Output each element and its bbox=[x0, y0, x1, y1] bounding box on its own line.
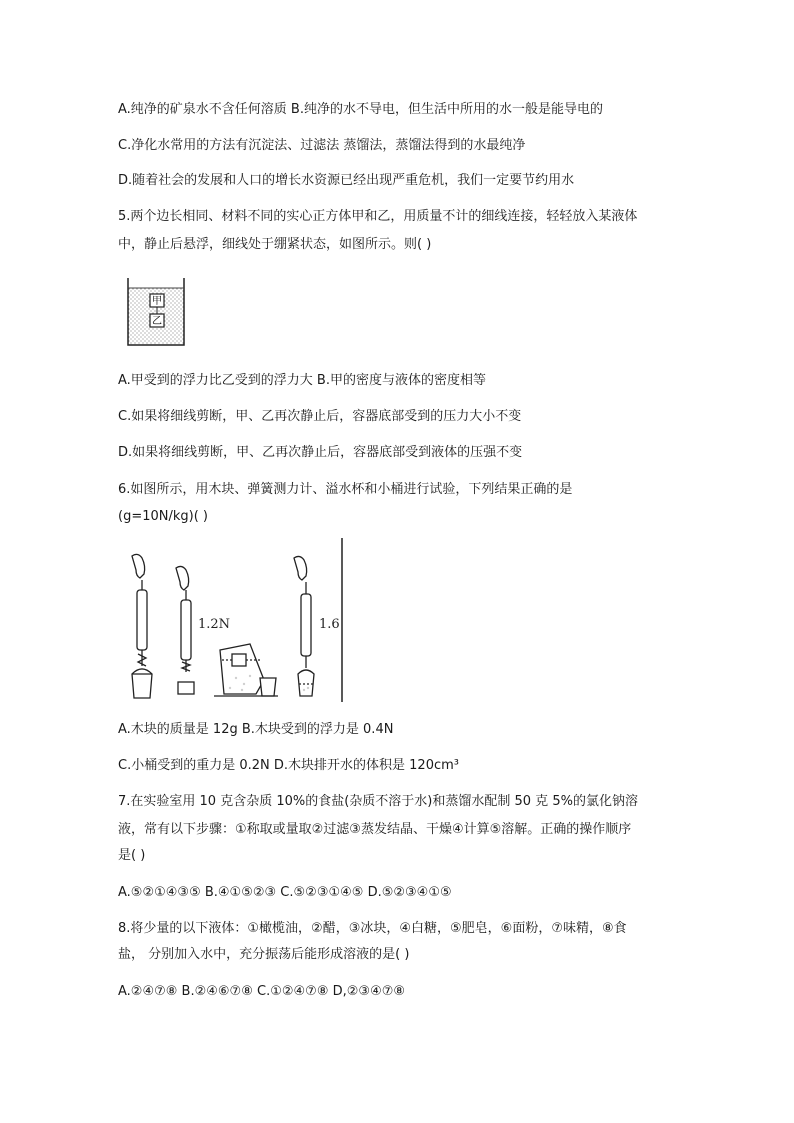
q5-options-ab: A.甲受到的浮力比乙受到的浮力大 B.甲的密度与液体的密度相等 bbox=[118, 373, 486, 388]
q7-options: A.⑤②①④③⑤ B.④①⑤②③ C.⑤②③①④⑤ D.⑤②③④①⑤ bbox=[118, 885, 452, 900]
q6-figure bbox=[118, 538, 350, 706]
spring-scale-3 bbox=[301, 594, 311, 656]
wooden-block bbox=[178, 682, 194, 694]
scale-reading-1: 1.2N bbox=[198, 617, 231, 632]
q6-stem-line-1: 6.如图所示，用木块、弹簧测力计、溢水杯和小桶进行试验，下列结果正确的是 bbox=[118, 482, 573, 497]
q4-option-d: D.随着社会的发展和人口的增长水资源已经出现严重危机，我们一定要节约用水 bbox=[118, 173, 575, 188]
q5-figure bbox=[124, 276, 188, 348]
block-yi-label: 乙 bbox=[152, 316, 162, 327]
bucket-3 bbox=[298, 670, 314, 696]
hand-2 bbox=[176, 566, 189, 590]
bucket-1 bbox=[132, 669, 152, 698]
small-cup bbox=[260, 678, 276, 696]
q6-stem-line-2: (g=10N/kg)( ) bbox=[118, 509, 208, 524]
hand-1 bbox=[132, 554, 145, 578]
q5-stem-line-2: 中，静止后悬浮，细线处于绷紧状态，如图所示。则( ) bbox=[118, 237, 432, 252]
floating-block bbox=[232, 654, 246, 666]
q8-stem-line-2: 盐， 分别加入水中，充分振荡后能形成溶液的是( ) bbox=[118, 947, 410, 962]
q7-stem-line-2: 液，常有以下步骤：①称取或量取②过滤③蒸发结晶、干燥④计算⑤溶解。正确的操作顺序 bbox=[118, 822, 632, 837]
overflow-cup bbox=[220, 644, 264, 694]
hand-3 bbox=[294, 556, 307, 580]
q5-option-d: D.如果将细线剪断，甲、乙再次静止后，容器底部受到液体的压强不变 bbox=[118, 445, 523, 460]
q7-stem-line-1: 7.在实验室用 10 克含杂质 10%的食盐(杂质不溶于水)和蒸馏水配制 50 克 5%的氯化钠溶 bbox=[118, 794, 638, 809]
block-jia-label: 甲 bbox=[152, 296, 162, 307]
q6-options-cd: C.小桶受到的重力是 0.2N D.木块排开水的体积是 120cm³ bbox=[118, 758, 459, 773]
q8-stem-line-1: 8.将少量的以下液体：①橄榄油，②醋，③冰块，④白糖，⑤肥皂，⑥面粉，⑦味精，⑧食 bbox=[118, 921, 627, 936]
spring-scale-1 bbox=[137, 590, 147, 650]
q4-options-ab: A.纯净的矿泉水不含任何溶质 B.纯净的水不导电，但生活中所用的水一般是能导电的 bbox=[118, 102, 603, 117]
q6-options-ab: A.木块的质量是 12g B.木块受到的浮力是 0.4N bbox=[118, 722, 394, 737]
spring-scale-2 bbox=[181, 600, 191, 660]
scale-reading-2: 1.6 bbox=[319, 617, 340, 632]
q5-stem-line-1: 5.两个边长相同、材料不同的实心正方体甲和乙，用质量不计的细线连接，轻轻放入某液体 bbox=[118, 209, 638, 224]
q4-option-c: C.净化水常用的方法有沉淀法、过滤法 蒸馏法，蒸馏法得到的水最纯净 bbox=[118, 138, 526, 153]
q5-option-c: C.如果将细线剪断，甲、乙再次静止后，容器底部受到的压力大小不变 bbox=[118, 409, 522, 424]
q7-stem-line-3: 是( ) bbox=[118, 848, 146, 863]
q8-options: A.②④⑦⑧ B.②④⑥⑦⑧ C.①②④⑦⑧ D,②③④⑦⑧ bbox=[118, 984, 406, 999]
